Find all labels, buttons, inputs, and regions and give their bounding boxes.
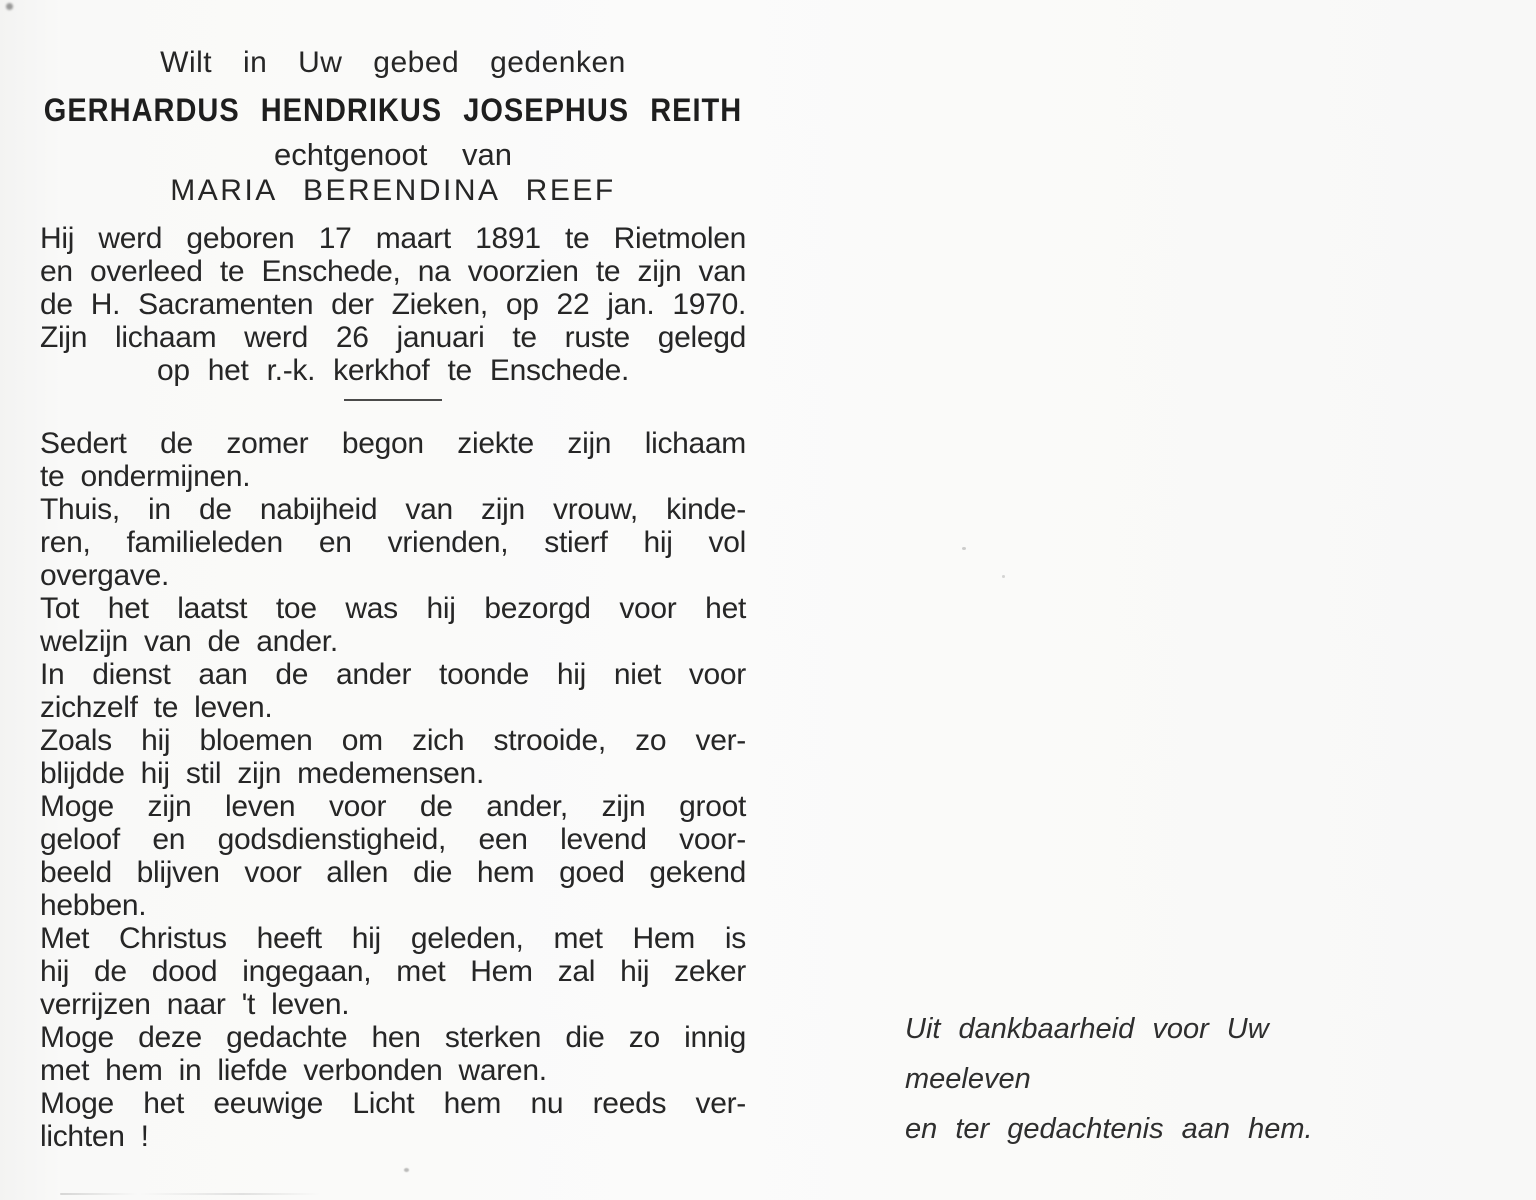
vitals-line: de H. Sacramenten der Zieken, op 22 jan. 1970. [40, 288, 746, 321]
body-line: Met Christus heeft hij geleden, met Hem is [40, 922, 746, 955]
deceased-name: GERHARDUS HENDRIKUS JOSEPHUS REITH [43, 93, 743, 129]
scan-speck [1002, 575, 1005, 578]
body-line: overgave. [40, 559, 170, 592]
body-line: geloof en godsdienstigheid, een levend voor- [40, 823, 746, 856]
invocation-line: Wilt in Uw gebed gedenken [160, 46, 626, 79]
body-line: Thuis, in de nabijheid van zijn vrouw, kinde- [40, 493, 746, 526]
body-line: blijdde hij stil zijn medemensen. [40, 757, 484, 790]
vitals-line: en overleed te Enschede, na voorzien te zijn van [40, 255, 746, 288]
vitals-line: Zijn lichaam werd 26 januari te ruste gelegd [40, 321, 746, 354]
dedication-line: Uit dankbaarheid voor Uw meeleven [905, 1013, 1269, 1095]
body-line: welzijn van de ander. [40, 625, 338, 658]
dedication-note [905, 1004, 1385, 1154]
dedication-line: en ter gedachtenis aan hem. [905, 1113, 1313, 1145]
vitals-line: Hij werd geboren 17 maart 1891 te Rietmolen [40, 222, 746, 255]
divider-rule [344, 399, 442, 401]
body-line: beeld blijven voor allen die hem goed gekend [40, 856, 746, 889]
body-line: Sedert de zomer begon ziekte zijn lichaam [40, 427, 746, 460]
scan-edge-noise [60, 1193, 320, 1195]
body-line: verrijzen naar 't leven. [40, 988, 350, 1021]
body-line: met hem in liefde verbonden waren. [40, 1054, 547, 1087]
relation-line: echtgenoot van [273, 137, 512, 172]
vitals-line: op het r.-k. kerkhof te Enschede. [156, 354, 629, 387]
body-line: te ondermijnen. [40, 460, 251, 493]
body-line: zichzelf te leven. [40, 691, 273, 724]
body-line: In dienst aan de ander toonde hij niet voor [40, 658, 746, 691]
body-line: Tot het laatst toe was hij bezorgd voor het [40, 592, 746, 625]
body-line: ren, familieleden en vrienden, stierf hij vol [40, 526, 746, 559]
body-line: hebben. [40, 889, 147, 922]
left-page [40, 46, 746, 1153]
scan-speck [6, 3, 13, 10]
body-line: Moge deze gedachte hen sterken die zo innig [40, 1021, 746, 1054]
scan-speck [962, 547, 966, 550]
body-line: Moge het eeuwige Licht hem nu reeds ver- [40, 1087, 746, 1120]
vitals-paragraph [40, 222, 746, 387]
eulogy-paragraphs [40, 427, 746, 1153]
body-line: Moge zijn leven voor de ander, zijn groot [40, 790, 746, 823]
spouse-name: MARIA BERENDINA REEF [170, 174, 616, 207]
body-line: Zoals hij bloemen om zich strooide, zo ver- [40, 724, 746, 757]
scan-speck [404, 1168, 409, 1172]
body-line: lichten ! [40, 1120, 149, 1153]
body-line: hij de dood ingegaan, met Hem zal hij zeker [40, 955, 746, 988]
